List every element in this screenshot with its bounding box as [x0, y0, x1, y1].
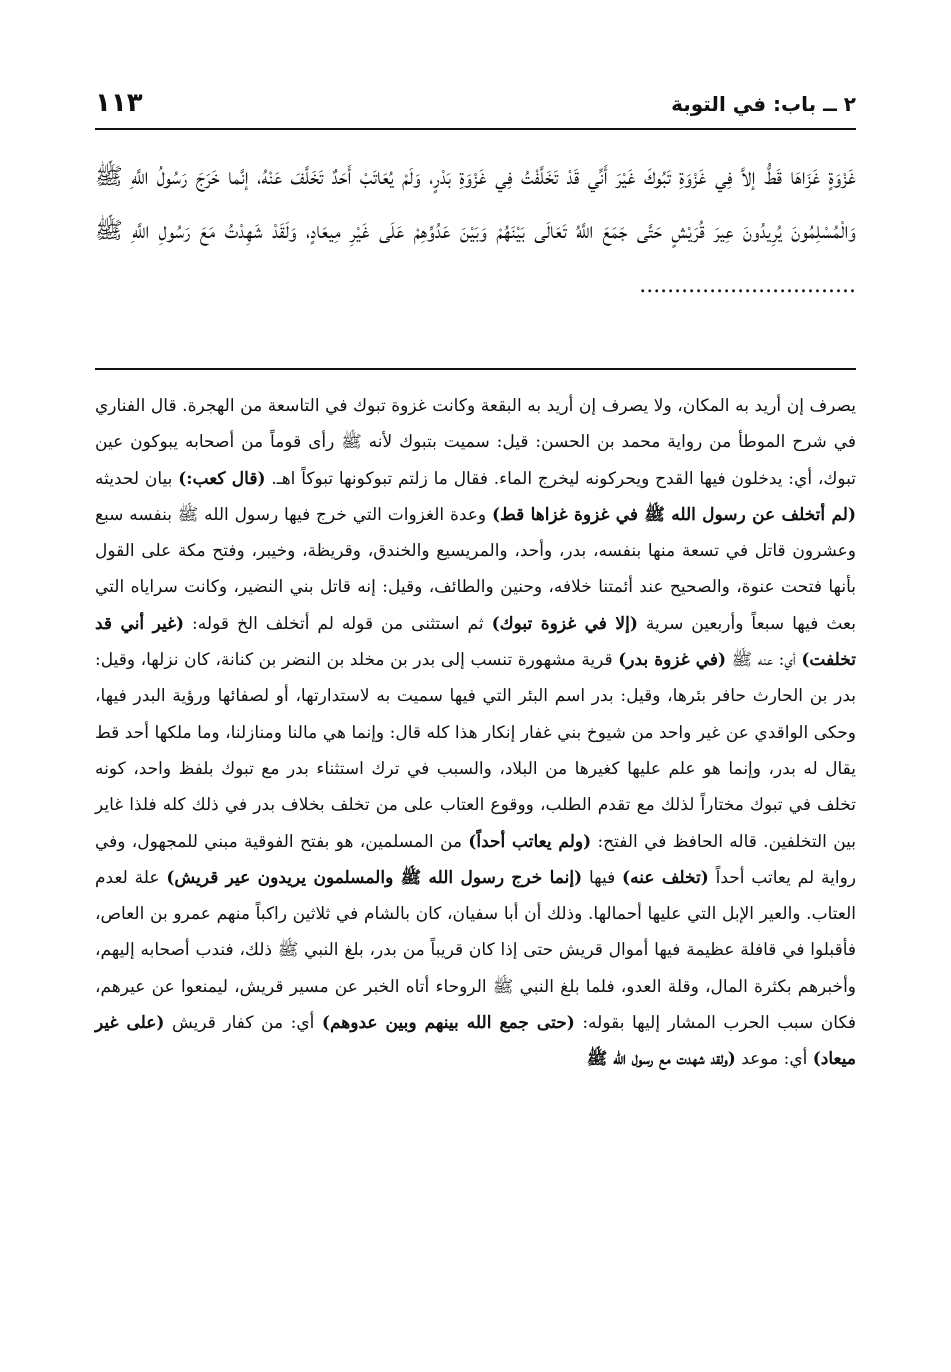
commentary-segment: بيان لحديثه	[95, 468, 179, 489]
quoted-hadith-phrase: (ولقد شهدت مع رسول الله ﷺ	[586, 1049, 736, 1070]
chapter-title: ٢ ــ باب: في التوبة	[671, 92, 856, 116]
commentary-segment: علة لعدم العتاب. والعير الإبل التي عليها أحمالها. وذلك أن أبا سفيان، كان بالشام في ثلاثين راكباً منهم عمرو بن العاص، فأقبلوا في قافلة عظيمة فيها أموال قريش حتى إذا كان قريباً من بدر، بلغ النبي ﷺ ذلك، فندب أصحابه إليهم، وأخبرهم بكثرة المال، وقلة العدو، فلما بلغ النبي ﷺ الروحاء أتاه الخبر عن مسير قريش، ليمنعوا عن عيرهم، فكان سبب الحرب المشار إليها بقوله:	[95, 867, 856, 1034]
quoted-hadith-phrase: (على غير ميعاد)	[95, 1013, 856, 1070]
commentary-segment: يصرف إن أريد به المكان، ولا يصرف إن أريد به البقعة وكانت غزوة تبوك في التاسعة من الهجرة. قال الفناري في شرح الموطأ من رواية محمد بن الحسن: قيل: سميت بتبوك لأنه ﷺ رأى قوماً من أصحابه يبوكون عين تبوك، أي: يدخلون فيها القدح ويحركونه ليخرج الماء. فقال ما زلتم تبوكونها تبوكاً اهـ.	[95, 396, 856, 489]
commentary-segment: أي: موعد	[735, 1049, 813, 1070]
commentary-paragraph	[95, 388, 856, 1078]
commentary-segment: فيها	[582, 867, 623, 888]
commentary-segment: من المسلمين، هو بفتح الفوقية مبني للمجهول، وفي رواية لم يعاتب أحداً	[95, 831, 856, 888]
quoted-hadith-phrase: (قال كعب:)	[178, 468, 266, 489]
quoted-hadith-phrase: (لم أتخلف عن رسول الله ﷺ في غزوة غزاها قط)	[491, 504, 856, 525]
commentary-text	[95, 388, 856, 1078]
commentary-segment: أي: عنه ﷺ	[726, 650, 802, 671]
footnote-divider	[95, 368, 856, 370]
running-header	[95, 84, 856, 130]
quoted-hadith-phrase: (غير أني قد تخلفت)	[95, 613, 856, 671]
quoted-hadith-phrase: (تخلف عنه)	[622, 867, 709, 888]
quoted-hadith-phrase: (إنما خرج رسول الله ﷺ والمسلمون يريدون عير قريش)	[166, 867, 583, 888]
commentary-segment: ثم استثنى من قوله لم أتخلف الخ قوله:	[184, 613, 492, 634]
commentary-segment: قرية مشهورة تنسب إلى بدر بن مخلد بن النضر بن كنانة، كان نزلها، وقيل: بدر بن الحارث حافر بئرها، وقيل: بدر اسم البئر التي فيها سميت به لاستدارتها، أو لصفائها ورؤية البدر فيها، وحكى الواقدي عن غير واحد من شيوخ بني غفار إنكار هذا كله قال: وإنما هي مالنا ومنازلنا، وما ملكها أحد قط يقال له بدر، وإنما هو علم عليها كغيرها من البلاد، والسبب في ترك استثناء بدر مع تبوك بلفظ واحد، كونه تخلف في تبوك مختاراً لذلك مع تقدم الطلب، ووقوع العتاب على من تخلف بخلاف بدر في ذلك كله فلذا غاير بين التخلفين. قاله الحافظ في الفتح:	[95, 650, 856, 852]
page-number: ١١٣	[95, 88, 143, 118]
quoted-hadith-phrase: (إلا في غزوة تبوك)	[491, 613, 638, 634]
ellipsis-dots: ...............................	[639, 273, 856, 298]
commentary-segment: أي: من كفار قريش	[164, 1013, 322, 1034]
commentary-segment: وعدة الغزوات التي خرج فيها رسول الله ﷺ بنفسه سبع وعشرون قاتل في تسعة منها بنفسه، بدر، وأحد، والمريسيع والخندق، وقريظة، وخيبر، وفتح مكة على القول بأنها فتحت عنوة، والصحيح عند أئمتنا خلافه، وحنين والطائف، وقيل: إنه قاتل بني النضير، وكانت سراياه التي بعث فيها سبعاً وأربعين سرية	[95, 504, 856, 634]
quoted-hadith-phrase: (ولم يعاتب أحداً)	[468, 831, 592, 852]
hadith-text-body: غَزْوَةٍ غَزَاهَا قَطُّ إلاَّ فِي غَزْوَةِ تَبُوكَ غَيْرَ أَنِّي قَدْ تَخَلَّفْتُ فِي غَزْوَةِ بَدْرٍ، وَلَمْ يُعَاتَبْ أَحَدٌ تَخَلَّفَ عَنْهُ، إنَّما خَرَجَ رَسُولُ اللَّهِ ﷺ وَالْمُسْلِمُونَ يُرِيدُونَ عِيرَ قُرَيْشٍ حَتَّى جَمَعَ اللَّهُ تَعَالَى بَيْنَهُمْ وَبَيْنَ عَدُوِّهِمْ عَلَى غَيْرِ مِيعَادٍ، وَلَقَدْ شَهِدْتُ مَعَ رَسُولِ اللَّهِ ﷺ	[95, 164, 856, 244]
quoted-hadith-phrase: (حتى جمع الله بينهم وبين عدوهم)	[321, 1013, 575, 1034]
hadith-text	[95, 150, 856, 313]
quoted-hadith-phrase: (في غزوة بدر)	[618, 650, 727, 671]
